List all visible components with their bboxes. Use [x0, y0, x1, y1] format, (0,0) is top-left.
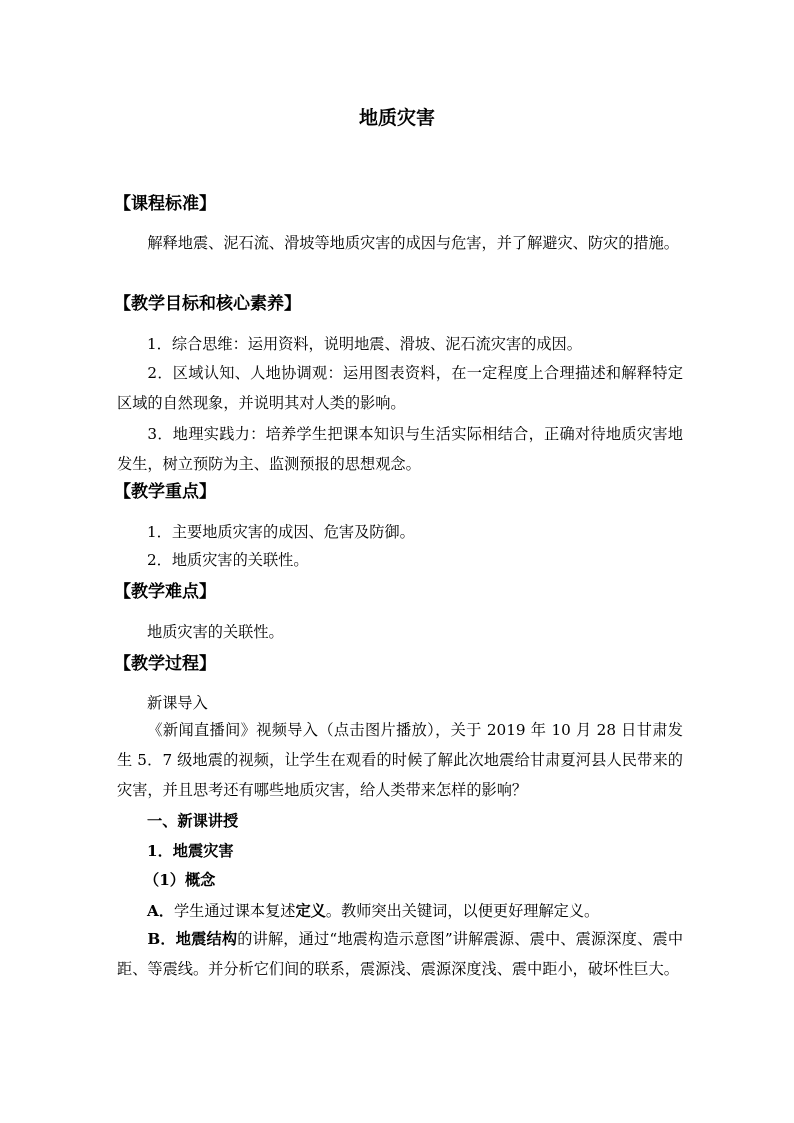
part-heading-new-lesson: 一、新课讲授 — [147, 812, 239, 830]
point-a-label: A． — [147, 902, 174, 920]
point-b-bold: 地震结构 — [175, 930, 238, 948]
point-b — [117, 924, 683, 984]
intro-label: 新课导入 — [147, 694, 208, 712]
intro-paragraph: 《新闻直播间》视频导入（点击图片播放），关于 2019 年 10 月 28 日甘肃发生 5．7 级地震的视频，让学生在观看的时候了解此次地震给甘肃夏河县人民带来的灾害，并且思考还有哪些地质灾害，给人类带来怎样的影响？ — [117, 721, 683, 799]
point-a-pre: 学生通过课本复述 — [173, 902, 296, 920]
section-heading-keypoints: 【教学重点】 — [114, 482, 216, 502]
section-heading-process: 【教学过程】 — [114, 654, 216, 674]
section-heading-standard: 【课程标准】 — [114, 194, 216, 214]
goal-item-3: 3．地理实践力：培养学生把课本知识与生活实际相结合，正确对待地质灾害地发生，树立预防为主、监测预报的思想观念。 — [117, 425, 683, 473]
point-a — [147, 898, 599, 924]
point-a-post: 。教师突出关键词，以便更好理解定义。 — [325, 902, 600, 920]
point-b-post: 的讲解，通过“地震构造示意图”讲解震源、震中、震源深度、震中距、等震线。并分析它们间的联系，震源浅、震源深度浅、震中距小，破坏性巨大。 — [117, 930, 684, 978]
page-title: 地质灾害 — [358, 107, 435, 129]
keypoint-item-1: 1．主要地质灾害的成因、危害及防御。 — [147, 523, 415, 541]
goal-item-2: 2．区域认知、人地协调观：运用图表资料，在一定程度上合理描述和解释特定区域的自然现象，并说明其对人类的影响。 — [117, 364, 683, 412]
subheading-concept: （1）概念 — [144, 871, 216, 889]
point-a-bold: 定义 — [295, 902, 326, 920]
standard-paragraph: 解释地震、泥石流、滑坡等地质灾害的成因与危害，并了解避灾、防灾的措施。 — [147, 234, 679, 252]
point-b-label: B． — [147, 930, 176, 948]
difficulty-text: 地质灾害的关联性。 — [147, 623, 284, 641]
keypoint-item-2: 2．地质灾害的关联性。 — [147, 551, 309, 569]
section-heading-goals: 【教学目标和核心素养】 — [114, 294, 301, 314]
section-heading-difficulty: 【教学难点】 — [114, 582, 216, 602]
goal-item-1: 1．综合思维：运用资料，说明地震、滑坡、泥石流灾害的成因。 — [147, 335, 582, 353]
subheading-earthquake: 1．地震灾害 — [147, 842, 234, 860]
